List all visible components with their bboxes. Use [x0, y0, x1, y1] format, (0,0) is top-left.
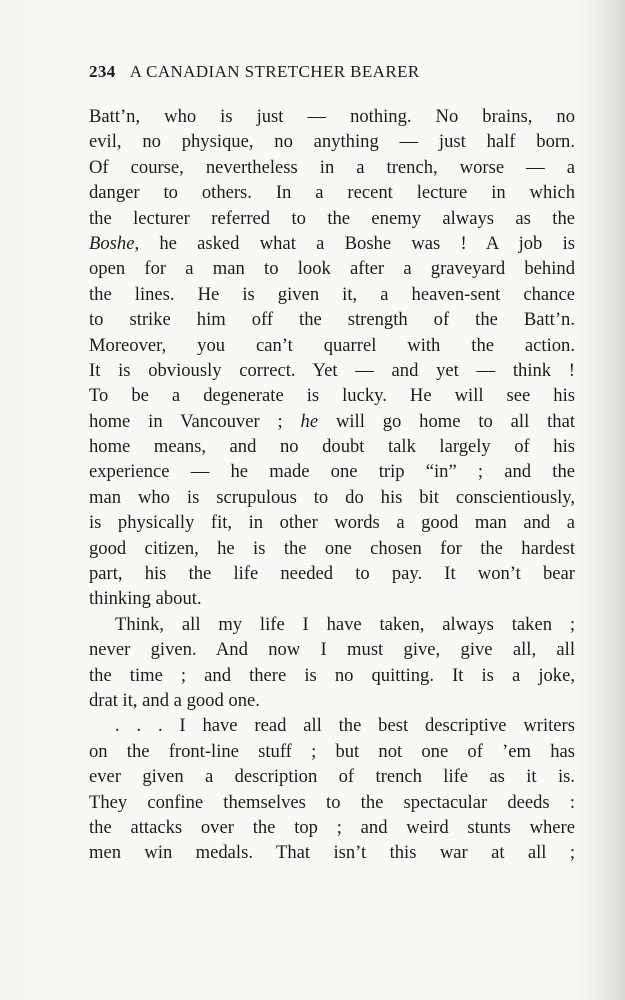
- text-segment: home in Vancouver ;: [89, 410, 301, 432]
- text-line: They confine themselves to the spectacular deeds :: [89, 791, 575, 813]
- text-line: Think, all my life I have taken, always taken ;: [115, 613, 575, 635]
- text-line: home means, and no doubt talk largely of his: [89, 436, 575, 458]
- text-line: Moreover, you can’t quarrel with the action.: [89, 334, 575, 356]
- text-line: drat it, and a good one.: [89, 689, 260, 711]
- text-line: experience — he made one trip “in” ; and the: [89, 461, 575, 483]
- text-line: men win medals. That isn’t this war at all ;: [89, 842, 575, 864]
- text-line: [89, 231, 575, 256]
- text-line: the time ; and there is no quitting. It is a joke,: [89, 664, 575, 686]
- running-header: [89, 62, 589, 86]
- text-line: to strike him off the strength of the Batt’n.: [89, 309, 575, 331]
- text-segment: will go home to all that: [318, 410, 575, 432]
- text-line: man who is scrupulous to do his bit conscientiously,: [89, 486, 575, 508]
- text-line: . . . I have read all the best descriptive writers: [115, 715, 575, 737]
- paragraph: [89, 104, 575, 612]
- italic-word: Boshe: [89, 232, 135, 254]
- text-line: open for a man to look after a graveyard behind: [89, 258, 575, 280]
- text-line: the attacks over the top ; and weird stunts where: [89, 816, 575, 838]
- text-line: [89, 409, 575, 434]
- paragraph: [89, 612, 575, 714]
- text-line: is physically fit, in other words a good man and a: [89, 512, 575, 534]
- text-line: danger to others. In a recent lecture in which: [89, 182, 575, 204]
- text-line: evil, no physique, no anything — just half born.: [89, 131, 575, 153]
- text-line: good citizen, he is the one chosen for the hardest: [89, 537, 575, 559]
- text-line: To be a degenerate is lucky. He will see his: [89, 385, 575, 407]
- text-line: never given. And now I must give, give all, all: [89, 639, 575, 661]
- text-line: on the front-line stuff ; but not one of ’em has: [89, 740, 575, 762]
- text-line: Of course, nevertheless in a trench, worse — a: [89, 156, 575, 178]
- page-body-text: [89, 104, 575, 866]
- italic-word: he: [300, 410, 319, 432]
- text-line: part, his the life needed to pay. It won’t bear: [89, 563, 575, 585]
- page-number: 234: [89, 62, 116, 81]
- running-title: A CANADIAN STRETCHER BEARER: [129, 62, 420, 81]
- text-line: ever given a description of trench life as it is.: [89, 766, 575, 788]
- paragraph: [89, 713, 575, 865]
- text-line: the lines. He is given it, a heaven-sent chance: [89, 283, 575, 305]
- text-line: thinking about.: [89, 588, 202, 610]
- text-line: the lecturer referred to the enemy always as the: [89, 207, 575, 229]
- text-line: It is obviously correct. Yet — and yet — think !: [89, 359, 575, 381]
- text-line: Batt’n, who is just — nothing. No brains, no: [89, 106, 575, 127]
- text-segment: , he asked what a Boshe was ! A job is: [134, 232, 575, 254]
